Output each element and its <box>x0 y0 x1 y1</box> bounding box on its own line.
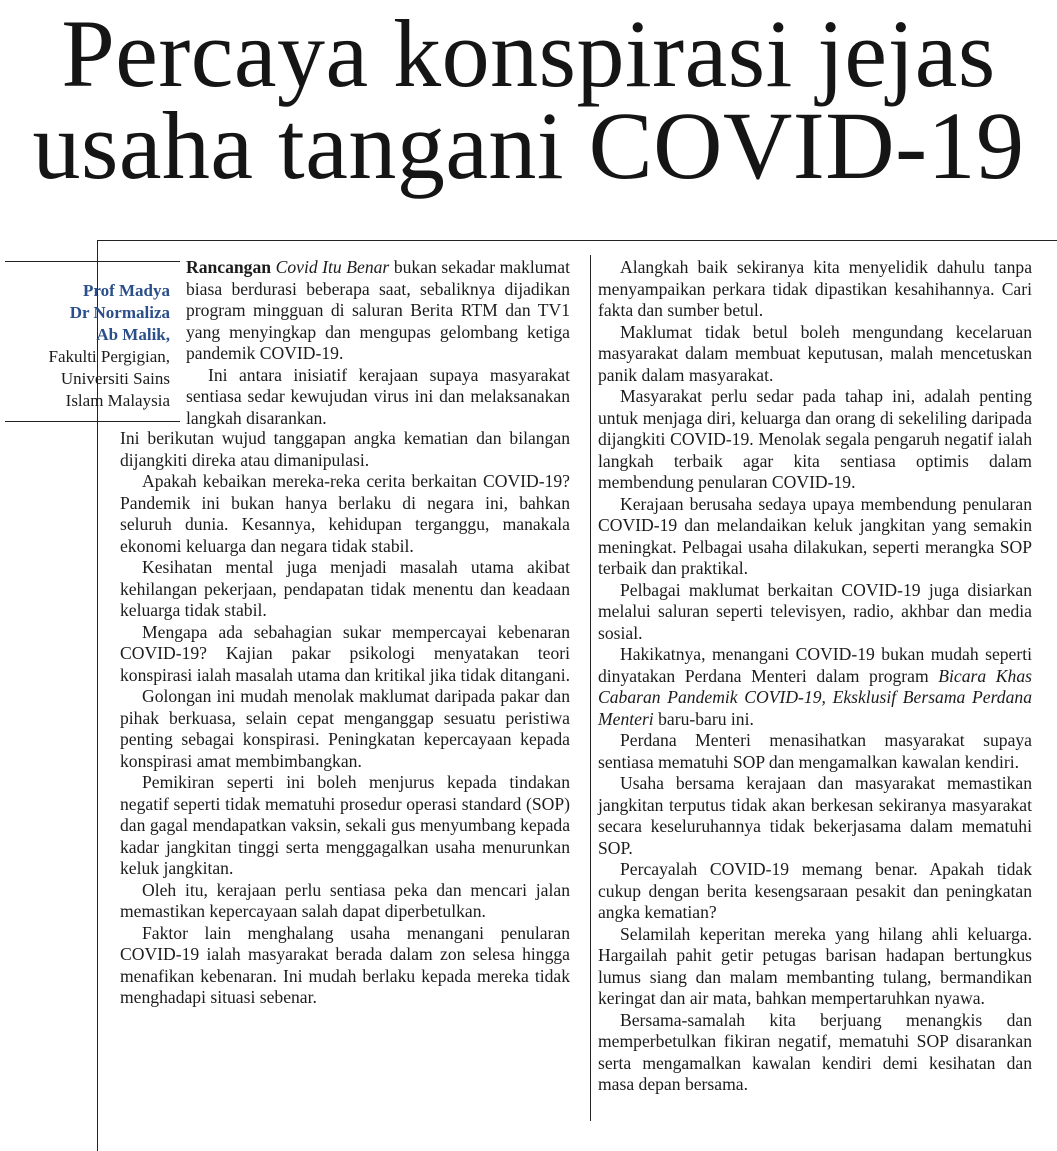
paragraph: Maklumat tidak betul boleh mengundang kecelaruan masyarakat dalam membuat keputusan, malah mencetuskan panik dalam masyarakat. <box>598 321 1032 385</box>
paragraph: Faktor lain menghalang usaha menangani penularan COVID-19 ialah masyarakat berada dalam zon selesa hingga menafikan kebenaran. Ini mudah berlaku kepada mereka tidak menghadapi situasi sebenar. <box>120 922 570 1007</box>
paragraph: Percayalah COVID-19 memang benar. Apakah tidak cukup dengan berita kesengsaraan pesakit dan peningkatan angka kematian? <box>598 859 1032 922</box>
author-name-line: Ab Malik, <box>96 325 170 344</box>
top-rule <box>97 240 1057 241</box>
paragraph: Mengapa ada sebahagian sukar mempercayai kebenaran COVID-19? Kajian pakar psikologi menyatakan teori konspirasi ialah masalah utama dan kritikal jika tidak ditangani. <box>120 621 570 685</box>
headline-line-1: Percaya konspirasi jejas <box>61 0 996 107</box>
paragraph: Oleh itu, kerajaan perlu sentiasa peka dan mencari jalan memastikan kepercayaan salah dapat diperbetulkan. <box>120 879 570 921</box>
paragraph: Apakah kebaikan mereka-reka cerita berkaitan COVID-19? Pandemik ini bukan hanya berlaku di negara ini, bahkan seluruh dunia. Kesannya, kehidupan terganggu, manakala ekonomi keluarga dan negara tidak stabil. <box>120 471 570 556</box>
author-box-bottom-rule <box>5 421 180 422</box>
intro-paragraph <box>186 257 570 365</box>
paragraph: Masyarakat perlu sedar pada tahap ini, adalah penting untuk menjaga diri, keluarga dan orang di sekeliling daripada dijangkiti COVID-19. Menolak segala pengaruh negatif ialah langkah terbaik agar kita sentiasa optimis dalam membendung penularan COVID-19. <box>598 386 1032 492</box>
paragraph: Kerajaan berusaha sedaya upaya membendung penularan COVID-19 dan melandaikan keluk jangkitan yang semakin meningkat. Pelbagai usaha dilakukan, seperti merangka SOP terbaik dan praktikal. <box>598 493 1032 578</box>
paragraph: Pelbagai maklumat berkaitan COVID-19 juga disiarkan melalui saluran seperti televisyen, radio, akhbar dan media sosial. <box>598 579 1032 643</box>
column-divider <box>590 255 591 1121</box>
author-affiliation-line: Universiti Sains <box>60 369 170 388</box>
paragraph: Bersama-samalah kita berjuang menangkis dan memperbetulkan fikiran negatif, mematuhi SOP disarankan serta mengamalkan kawalan kendiri demi kesihatan dan masa depan bersama. <box>598 1009 1032 1094</box>
pm-paragraph <box>598 644 1032 730</box>
paragraph: Kesihatan mental juga menjadi masalah utama akibat kehilangan pekerjaan, pendapatan tidak menentu dan keadaan keluarga tidak stabil. <box>120 557 570 620</box>
paragraph: Pemikiran seperti ini boleh menjurus kepada tindakan negatif seperti tidak mematuhi prosedur operasi standard (SOP) dan gagal mendapatkan vaksin, sekali gus menyumbang kepada kadar jangkitan tinggi serta menggagalkan usaha menurunkan keluk jangkitan. <box>120 772 570 878</box>
program-title: Covid Itu Benar <box>275 257 390 277</box>
article-column-right <box>598 257 1032 1096</box>
headline <box>0 0 1057 199</box>
pm-text-before: Hakikatnya, menangani COVID-19 bukan mudah seperti dinyatakan Perdana Menteri dalam program <box>598 644 1032 686</box>
paragraph: Ini antara inisiatif kerajaan supaya masyarakat sentiasa sedar kewujudan virus ini dan melaksanakan langkah disarankan. <box>186 364 570 428</box>
author-byline <box>5 280 170 412</box>
intro-column <box>186 257 570 429</box>
pm-program-title: Bicara Khas Cabaran Pandemik COVID-19, Eksklusif Bersama Perdana Menteri <box>598 665 1032 729</box>
paragraph: Selamilah keperitan mereka yang hilang ahli keluarga. Hargailah pahit getir petugas barisan hadapan bertungkus lumus siang dan malam membanting tulang, bermandikan keringat dan air mata, bahkan mempertaruhkan nyawa. <box>598 923 1032 1008</box>
lead-text: bukan sekadar maklumat biasa berdurasi beberapa saat, sebaliknya dijadikan program mingguan di saluran Berita RTM dan TV1 yang menyingkap dan mengupas gelombang ketiga pandemik COVID-19. <box>186 257 570 363</box>
author-name-line: Prof Madya <box>82 281 170 300</box>
author-affiliation-line: Islam Malaysia <box>65 391 170 410</box>
article-column-left <box>120 428 570 1009</box>
pm-text-after: baru-baru ini. <box>658 708 754 729</box>
paragraph: Usaha bersama kerajaan dan masyarakat memastikan jangkitan terputus tidak akan berkesan sekiranya masyarakat secara keseluruhannya tidak bekerjasama dalam mematuhi SOP. <box>598 773 1032 858</box>
paragraph: Alangkah baik sekiranya kita menyelidik dahulu tanpa menyampaikan perkara tidak dipastikan kesahihannya. Cari fakta dan sumber betul. <box>598 257 1032 320</box>
paragraph: Perdana Menteri menasihatkan masyarakat supaya sentiasa mematuhi SOP dan mengamalkan kawalan kendiri. <box>598 730 1032 772</box>
lead-word: Rancangan <box>186 257 272 277</box>
paragraph: Ini berikutan wujud tanggapan angka kematian dan bilangan dijangkiti direka atau dimanipulasi. <box>120 428 570 470</box>
author-name-line: Dr Normaliza <box>69 303 170 322</box>
paragraph: Golongan ini mudah menolak maklumat daripada pakar dan pihak berkuasa, selain cepat menganggap sesuatu peristiwa penting sebagai konspirasi. Peningkatan kepercayaan kepada konspirasi amat membimbangkan. <box>120 686 570 771</box>
author-affiliation-line: Fakulti Pergigian, <box>48 347 170 366</box>
author-box-top-rule <box>5 261 180 262</box>
headline-line-2: usaha tangani COVID-19 <box>32 92 1025 199</box>
